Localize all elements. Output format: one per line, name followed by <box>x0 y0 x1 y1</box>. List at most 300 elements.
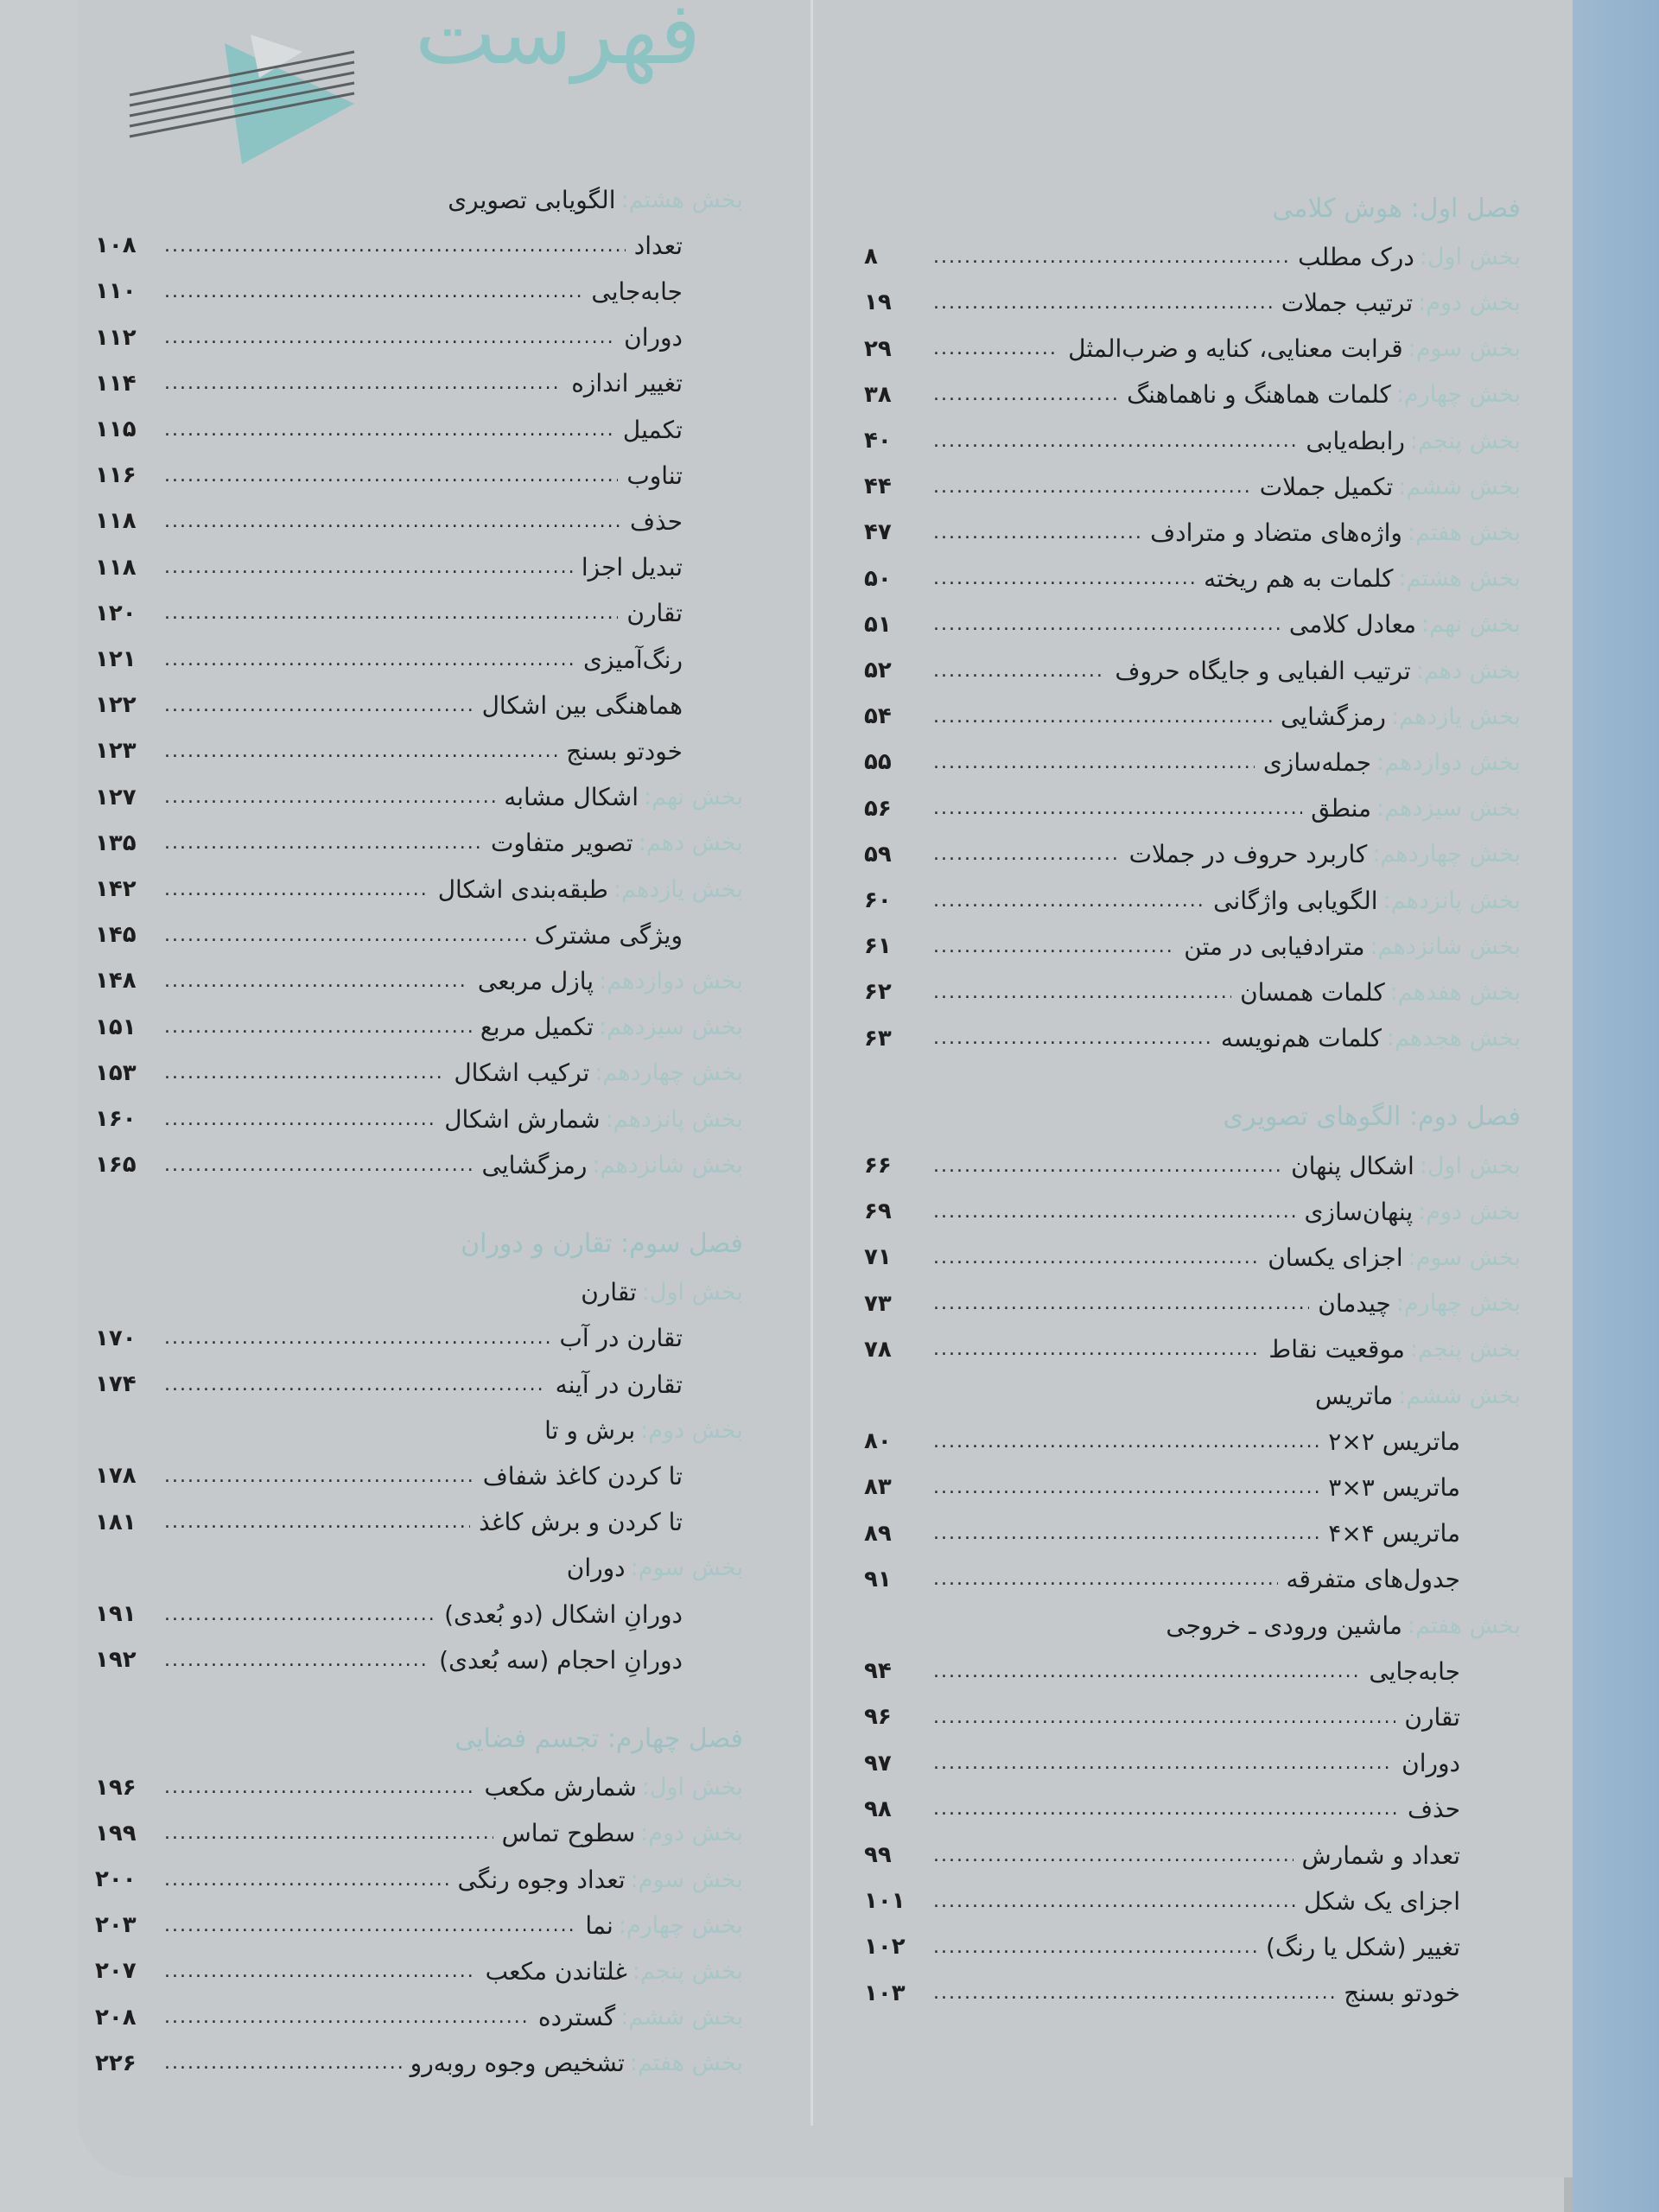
dot-leader <box>933 798 1302 819</box>
page-number: ۱۹۲ <box>95 1647 137 1674</box>
entry-title: جابه‌جایی <box>1369 1656 1460 1686</box>
entry-title: تصویر متفاوت <box>491 829 633 858</box>
dot-leader <box>164 879 429 900</box>
toc-entry[interactable] <box>95 223 743 268</box>
page-number: ۱۲۳ <box>95 738 137 765</box>
toc-entry[interactable] <box>864 234 1521 279</box>
toc-entry[interactable] <box>864 1189 1521 1234</box>
toc-entry[interactable] <box>864 510 1521 555</box>
section-label: بخش پنجم: <box>632 1957 743 1985</box>
section-label: بخش هفدهم: <box>1389 978 1521 1006</box>
section-label: بخش هشتم: <box>1398 565 1521 593</box>
dot-leader <box>164 1374 547 1395</box>
page-number: ۱۶۰ <box>95 1106 137 1132</box>
dot-leader <box>164 1822 493 1844</box>
dot-leader <box>164 2052 402 2074</box>
section-label: بخش هفتم: <box>1407 1611 1521 1639</box>
section-label: بخش هجدهم: <box>1386 1025 1521 1052</box>
dot-leader <box>933 1247 1259 1268</box>
dot-leader <box>933 1027 1212 1049</box>
toc-entry[interactable] <box>95 1005 743 1050</box>
page-number: ۲۰۰ <box>95 1866 137 1892</box>
entry-title: ماتریس ۳×۳ <box>1328 1472 1460 1502</box>
page-number: ۱۱۵ <box>95 416 137 442</box>
toc-entry[interactable] <box>95 315 743 360</box>
chapter-title: فصل چهارم: تجسم فضایی <box>454 1723 743 1754</box>
dot-leader <box>933 246 1289 268</box>
section-label: بخش سیزدهم: <box>599 1014 743 1041</box>
entry-title: ماتریس <box>1315 1381 1394 1410</box>
dot-leader <box>933 430 1297 452</box>
entry-title: تقارن <box>626 599 683 628</box>
page-number: ۱۸۱ <box>95 1509 137 1535</box>
entry-title: پازل مربعی <box>477 966 594 995</box>
dot-leader <box>164 1062 445 1084</box>
page-number: ۴۰ <box>864 428 892 454</box>
page-number: ۸۰ <box>864 1428 892 1455</box>
dot-leader <box>164 832 482 854</box>
entry-title: طبقه‌بندی اشکال <box>437 874 608 904</box>
entry-title: ترتیب الفبایی و جایگاه حروف <box>1115 656 1411 685</box>
dot-leader <box>933 1477 1319 1498</box>
dot-leader <box>164 2006 530 2028</box>
section-label: بخش سوم: <box>1408 1243 1521 1271</box>
page-number: ۱۶۵ <box>95 1152 137 1179</box>
entry-title: مترادفیابی در متن <box>1184 931 1365 961</box>
dot-leader <box>933 568 1195 589</box>
page-number: ۱۴۸ <box>95 968 137 995</box>
entry-title: تعداد وجوه رنگی <box>457 1865 626 1894</box>
dot-leader <box>933 1661 1360 1682</box>
page-number: ۱۰۱ <box>864 1888 906 1915</box>
entry-title: حذف <box>629 506 683 536</box>
toc-entry[interactable] <box>95 499 743 543</box>
entry-title: تقارن در آینه <box>555 1370 683 1399</box>
section-label: بخش ششم: <box>1398 473 1521 500</box>
entry-title: رمزگشایی <box>481 1150 588 1179</box>
entry-title: تکمیل <box>622 415 683 444</box>
entry-title: واژه‌های متضاد و مترادف <box>1150 518 1402 547</box>
page-number: ۱۷۴ <box>95 1371 137 1397</box>
toc-entry[interactable] <box>864 1971 1521 2016</box>
page-number: ۸۹ <box>864 1520 892 1547</box>
entry-title: نما <box>585 1910 613 1940</box>
page-number: ۱۱۴ <box>95 370 137 397</box>
toc-entry[interactable] <box>95 1995 743 2040</box>
dot-leader <box>164 1649 430 1671</box>
section-label: بخش هفتم: <box>1407 518 1521 546</box>
entry-title: شمارش اشکال <box>444 1104 601 1134</box>
toc-entry[interactable] <box>864 556 1521 601</box>
toc-entry[interactable] <box>864 1649 1521 1694</box>
section-label: بخش دوازدهم: <box>1376 748 1521 776</box>
page-number: ۱۱۸ <box>95 554 137 581</box>
entry-title: تقارن <box>1404 1702 1460 1732</box>
page-number: ۱۹ <box>864 289 892 316</box>
entry-title: ماتریس ۴×۴ <box>1328 1519 1460 1548</box>
toc-entry[interactable] <box>864 280 1521 325</box>
toc-entry[interactable] <box>864 1511 1521 1556</box>
page-number: ۷۳ <box>864 1290 892 1317</box>
dot-leader <box>933 936 1175 957</box>
toc-entry[interactable] <box>95 821 743 866</box>
dot-leader <box>933 1522 1319 1544</box>
dot-leader <box>164 281 582 302</box>
entry-title: تقارن در آب <box>559 1324 683 1353</box>
page-number: ۱۴۵ <box>95 922 137 949</box>
chapter-title: فصل اول: هوش کلامی <box>1272 193 1521 224</box>
toc-entry[interactable] <box>95 1857 743 1902</box>
page-number: ۱۹۶ <box>95 1774 137 1801</box>
section-label: بخش پانزدهم: <box>605 1105 743 1133</box>
dot-leader <box>933 890 1205 912</box>
section-label: بخش اول: <box>641 1279 743 1306</box>
section-label: بخش اول: <box>1419 243 1521 270</box>
page-number: ۱۱۰ <box>95 278 137 305</box>
section-label: بخش دهم: <box>1415 657 1521 684</box>
entry-title: کلمات هم‌نویسه <box>1220 1024 1382 1053</box>
page-number: ۹۴ <box>864 1658 892 1685</box>
page-number: ۲۰۷ <box>95 1958 137 1985</box>
toc-entry[interactable] <box>95 269 743 314</box>
section-label: بخش چهارم: <box>1395 381 1521 409</box>
page-number: ۵۶ <box>864 795 892 822</box>
page-number: ۱۳۵ <box>95 830 137 856</box>
toc-entry[interactable] <box>95 1637 743 1682</box>
section-label: بخش سوم: <box>630 1554 743 1582</box>
toc-entry[interactable] <box>95 775 743 820</box>
entry-title: معادل کلامی <box>1288 610 1417 639</box>
page-number: ۶۱ <box>864 933 892 960</box>
section-label: بخش چهارم: <box>618 1911 743 1939</box>
toc-entry[interactable] <box>95 637 743 682</box>
entry-title: اجزای یکسان <box>1268 1243 1403 1272</box>
page-number: ۵۰ <box>864 565 892 592</box>
dot-leader <box>933 1707 1395 1728</box>
dot-leader <box>933 1752 1393 1774</box>
page-number: ۱۰۳ <box>864 1980 906 2006</box>
page-number: ۲۲۶ <box>95 2050 137 2076</box>
entry-title: منطق <box>1311 794 1372 823</box>
toc-entry[interactable] <box>864 694 1521 739</box>
dot-leader <box>933 1936 1257 1958</box>
toc-entry[interactable] <box>95 1270 743 1315</box>
toc-entry[interactable] <box>95 728 743 773</box>
toc-entry[interactable] <box>864 602 1521 647</box>
dot-leader <box>164 786 495 808</box>
toc-entry[interactable] <box>864 418 1521 463</box>
section-label: بخش دوم: <box>640 1820 743 1847</box>
toc-entry[interactable] <box>95 1362 743 1407</box>
page-number: ۱۲۱ <box>95 646 137 672</box>
dot-leader <box>164 925 526 946</box>
toc-entry[interactable] <box>95 958 743 1003</box>
toc-entry[interactable] <box>864 1281 1521 1326</box>
entry-title: چیدمان <box>1318 1289 1391 1319</box>
page-number: ۱۷۸ <box>95 1463 137 1490</box>
page-number: ۱۵۳ <box>95 1059 137 1086</box>
entry-title: گسترده <box>537 2003 616 2032</box>
dot-leader <box>164 327 615 348</box>
dot-leader <box>933 843 1121 865</box>
entry-title: الگویابی تصویری <box>448 185 616 214</box>
toc-entry[interactable] <box>864 1235 1521 1280</box>
section-label: بخش پنجم: <box>1409 427 1521 454</box>
entry-title: قرابت معنایی، کنایه و ضرب‌المثل <box>1068 334 1403 364</box>
page-number: ۹۷ <box>864 1750 892 1777</box>
section-label: بخش چهارم: <box>1395 1290 1521 1318</box>
toc-entry[interactable] <box>95 545 743 590</box>
page-number: ۷۱ <box>864 1244 892 1271</box>
toc-entry[interactable] <box>95 1948 743 1993</box>
entry-title: اشکال پنهان <box>1291 1151 1414 1180</box>
toc-entry[interactable] <box>95 683 743 728</box>
entry-title: خودتو بسنج <box>1344 1979 1460 2008</box>
toc-entry[interactable] <box>95 1408 743 1452</box>
toc-entry[interactable] <box>95 361 743 406</box>
toc-logo <box>121 0 702 181</box>
dot-leader <box>164 1154 474 1176</box>
entry-title: دوران <box>566 1554 626 1583</box>
page-number: ۶۶ <box>864 1153 892 1179</box>
dot-leader <box>164 1961 477 1982</box>
dot-leader <box>933 660 1106 682</box>
page-number: ۵۹ <box>864 841 892 868</box>
page-number: ۵۱ <box>864 611 892 638</box>
toc-entry[interactable] <box>95 1051 743 1096</box>
toc-entry[interactable] <box>864 832 1521 877</box>
toc-entry[interactable] <box>95 1811 743 1856</box>
dot-leader <box>933 982 1231 1003</box>
section-label: بخش ششم: <box>620 2004 743 2031</box>
section-label: بخش اول: <box>1419 1152 1521 1179</box>
dot-leader <box>933 476 1251 498</box>
page-number: ۱۱۸ <box>95 508 137 535</box>
entry-title: دورانِ اشکال (دو بُعدی) <box>444 1599 683 1629</box>
entry-title: اجزای یک شکل <box>1303 1886 1460 1916</box>
page-number: ۸ <box>864 244 878 270</box>
toc-entry[interactable] <box>864 1465 1521 1510</box>
toc-entry[interactable] <box>95 407 743 452</box>
dot-leader <box>164 1869 449 1891</box>
toc-entry[interactable] <box>95 2041 743 2086</box>
toc-entry[interactable] <box>95 1903 743 1948</box>
toc-entry[interactable] <box>95 1765 743 1810</box>
toc-entry[interactable] <box>864 1603 1521 1648</box>
toc-entry[interactable] <box>95 1316 743 1361</box>
toc-entry[interactable] <box>864 740 1521 785</box>
toc-entry[interactable] <box>864 1143 1521 1188</box>
page-number: ۲۰۸ <box>95 2004 137 2031</box>
section-label: بخش اول: <box>641 1774 743 1802</box>
entry-title: جدول‌های متفرقه <box>1286 1565 1460 1594</box>
page-number: ۸۳ <box>864 1474 892 1501</box>
entry-title: دورانِ احجام (سه بُعدی) <box>439 1645 683 1675</box>
page-number: ۵۵ <box>864 749 892 776</box>
page-number: ۵۴ <box>864 703 892 730</box>
toc-entry[interactable] <box>864 786 1521 831</box>
toc-entry[interactable] <box>864 327 1521 372</box>
entry-title: دوران <box>624 323 683 353</box>
toc-title: فهرست <box>415 0 702 84</box>
toc-entry[interactable] <box>95 1096 743 1141</box>
dot-leader <box>933 1845 1294 1866</box>
entry-title: ترتیب جملات <box>1281 288 1414 317</box>
page-number: ۱۹۱ <box>95 1601 137 1627</box>
page-number: ۵۲ <box>864 658 892 683</box>
entry-title: خودتو بسنج <box>566 736 683 766</box>
page-number: ۱۷۰ <box>95 1325 137 1351</box>
page-number: ۴۷ <box>864 519 892 546</box>
page-number: ۱۰۲ <box>864 1934 906 1961</box>
toc-entry[interactable] <box>95 867 743 912</box>
toc-entry[interactable] <box>864 1741 1521 1786</box>
toc-entry[interactable] <box>864 878 1521 923</box>
dot-leader <box>164 511 621 532</box>
entry-title: تعداد و شمارش <box>1301 1840 1460 1870</box>
toc-entry[interactable] <box>95 1453 743 1498</box>
section-label: بخش شانزدهم: <box>1370 932 1521 960</box>
dot-leader <box>164 1109 435 1130</box>
toc-entry[interactable] <box>864 372 1521 417</box>
toc-entry[interactable] <box>95 1500 743 1545</box>
dot-leader <box>933 1201 1296 1223</box>
dot-leader <box>164 465 618 486</box>
entry-title: برش و تا <box>544 1415 636 1445</box>
dot-leader <box>933 1155 1282 1177</box>
entry-title: شمارش مکعب <box>484 1773 637 1802</box>
entry-title: حذف <box>1407 1795 1460 1824</box>
entry-title: سطوح تماس <box>501 1819 636 1848</box>
page-number: ۹۶ <box>864 1704 892 1731</box>
entry-title: تا کردن و برش کاغذ <box>479 1508 683 1537</box>
page-number: ۱۲۲ <box>95 692 137 719</box>
dot-leader <box>933 522 1141 543</box>
dot-leader <box>933 706 1272 728</box>
toc-entry[interactable] <box>864 1016 1521 1061</box>
toc-entry[interactable] <box>95 912 743 957</box>
toc-entry[interactable] <box>95 1546 743 1591</box>
page-number: ۹۹ <box>864 1842 892 1868</box>
entry-title: جابه‌جایی <box>591 276 683 306</box>
page-number: ۴۴ <box>864 474 892 500</box>
toc-entry[interactable] <box>864 648 1521 693</box>
entry-title: اشکال مشابه <box>504 783 639 812</box>
toc-entry[interactable] <box>95 1592 743 1637</box>
dot-leader <box>933 752 1255 773</box>
section-label: بخش چهاردهم: <box>1372 841 1521 868</box>
dot-leader <box>164 1604 435 1625</box>
entry-title: دوران <box>1402 1749 1460 1778</box>
section-label: بخش دوم: <box>640 1416 743 1444</box>
toc-entry[interactable] <box>864 924 1521 969</box>
dot-leader <box>164 372 563 394</box>
section-label: بخش هفتم: <box>629 2050 743 2077</box>
section-label: بخش هشتم: <box>620 186 743 213</box>
entry-title: کلمات هماهنگ و ناهماهنگ <box>1127 380 1391 410</box>
dot-leader <box>164 741 557 762</box>
dot-leader <box>933 384 1118 405</box>
entry-title: تقارن <box>581 1278 637 1307</box>
toc-entry[interactable] <box>864 1833 1521 1878</box>
dot-leader <box>933 1431 1319 1452</box>
toc-entry[interactable] <box>864 1787 1521 1832</box>
entry-title: رمزگشایی <box>1280 702 1386 731</box>
toc-entry[interactable] <box>864 1419 1521 1464</box>
dot-leader <box>164 970 469 992</box>
entry-title: تغییر (شکل یا رنگ) <box>1265 1932 1460 1961</box>
section-label: بخش سوم: <box>1408 335 1521 363</box>
toc-entry[interactable] <box>864 969 1521 1014</box>
chapter-title: فصل سوم: تقارن و دوران <box>461 1228 743 1259</box>
dot-leader <box>933 1338 1260 1360</box>
entry-title: ماتریس ۲×۲ <box>1328 1427 1460 1456</box>
toc-entry[interactable] <box>864 464 1521 509</box>
dot-leader <box>933 613 1281 635</box>
section-label: بخش شانزدهم: <box>592 1151 743 1179</box>
section-label: بخش چهاردهم: <box>594 1059 743 1087</box>
toc-entry[interactable] <box>864 1924 1521 1969</box>
entry-title: ویژگی مشترک <box>534 920 683 950</box>
toc-entry[interactable] <box>864 1327 1521 1372</box>
page-number: ۱۰۸ <box>95 232 137 259</box>
toc-entry[interactable] <box>95 177 743 222</box>
section-label: بخش پانزدهم: <box>1382 887 1521 914</box>
section-label: بخش دوازدهم: <box>599 967 743 995</box>
section-label: بخش دهم: <box>638 830 743 857</box>
dot-leader <box>164 1777 476 1798</box>
toc-entry[interactable] <box>864 1694 1521 1739</box>
section-label: بخش دوم: <box>1418 289 1521 316</box>
chapter-title: فصل دوم: الگوهای تصویری <box>1223 1102 1521 1133</box>
entry-title: کلمات همسان <box>1240 977 1385 1007</box>
dot-leader <box>164 1511 470 1533</box>
page-number: ۹۸ <box>864 1796 892 1822</box>
entry-title: رنگ‌آمیزی <box>583 645 683 674</box>
dot-leader <box>164 556 573 578</box>
entry-title: موقعیت نقاط <box>1268 1335 1405 1364</box>
section-label: بخش نهم: <box>644 784 743 811</box>
page-number: ۶۰ <box>864 887 892 913</box>
toc-entry[interactable] <box>95 591 743 636</box>
dot-leader <box>164 1915 576 1936</box>
entry-title: ماشین ورودی ـ خروجی <box>1166 1611 1402 1640</box>
section-label: بخش سوم: <box>630 1866 743 1893</box>
entry-title: کلمات به هم ریخته <box>1204 564 1394 594</box>
entry-title: غلتاندن مکعب <box>485 1956 627 1986</box>
toc-entry[interactable] <box>864 1878 1521 1923</box>
dot-leader <box>933 1568 1278 1590</box>
dot-leader <box>164 602 618 624</box>
dot-leader <box>933 1982 1335 2004</box>
dot-leader <box>933 338 1059 359</box>
toc-entry[interactable] <box>864 1557 1521 1602</box>
dot-leader <box>164 1016 472 1038</box>
book-edge <box>1573 0 1659 2212</box>
dot-leader <box>164 419 614 441</box>
dot-leader <box>164 649 575 671</box>
entry-title: تا کردن کاغذ شفاف <box>482 1461 683 1491</box>
section-label: بخش ششم: <box>1398 1382 1521 1409</box>
toc-entry[interactable] <box>95 453 743 498</box>
entry-title: تغییر اندازه <box>571 369 683 398</box>
dot-leader <box>933 292 1273 314</box>
section-label: بخش یازدهم: <box>1390 702 1521 730</box>
toc-entry[interactable] <box>95 1142 743 1187</box>
dot-leader <box>164 235 626 257</box>
section-label: بخش سیزدهم: <box>1376 795 1521 823</box>
toc-entry[interactable] <box>864 1373 1521 1418</box>
